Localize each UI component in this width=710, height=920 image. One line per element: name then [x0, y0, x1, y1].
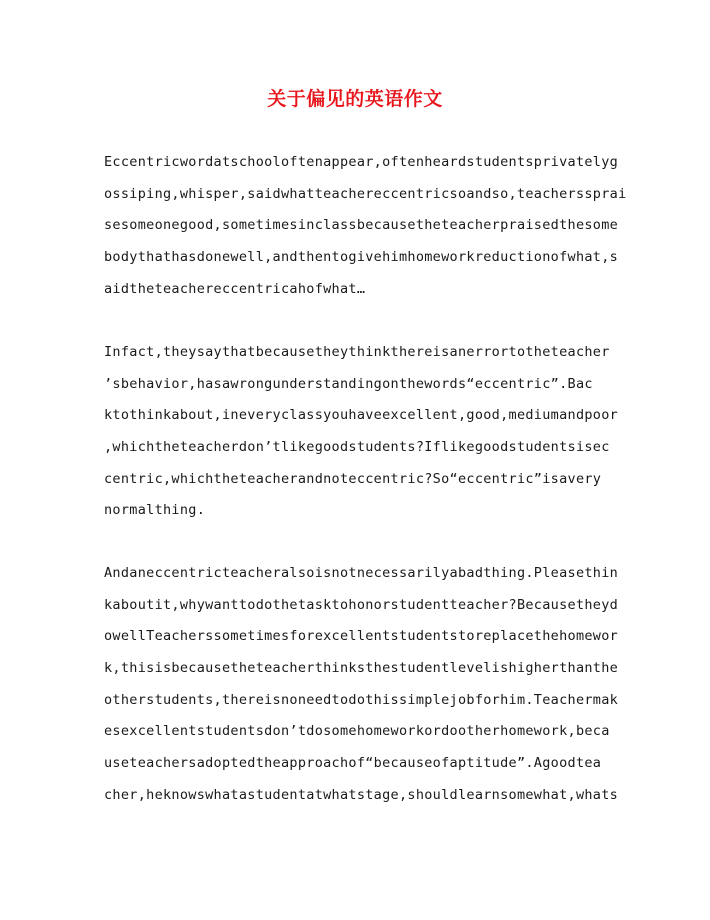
- text-line: ’sbehavior,hasawrongunderstandingonthewords“eccentric”.Bac: [104, 376, 593, 392]
- text-line: ,whichtheteacherdon’tlikegoodstudents?Iflikegoodstudentsisec: [104, 439, 610, 455]
- text-line: kaboutit,whywanttodothetasktohonorstudentteacher?Becausetheyd: [104, 597, 619, 613]
- paragraph-2: [104, 342, 619, 522]
- text-line: centric,whichtheteacherandnoteccentric?So“eccentric”isavery: [104, 471, 602, 487]
- text-line: Eccentricwordatschooloftenappear,oftenheardstudentsprivatelyg: [104, 154, 619, 170]
- text-line: cher,heknowswhatastudentatwhatstage,shouldlearnsomewhat,whats: [104, 787, 619, 803]
- text-line: otherstudents,thereisnoneedtodothissimplejobforhim.Teachermak: [104, 692, 619, 708]
- text-line: owellTeacherssometimesforexcellentstudentstoreplacethehomewor: [104, 628, 619, 644]
- text-line: esexcellentstudentsdon’tdosomehomeworkordootherhomework,beca: [104, 723, 610, 739]
- text-line: Andaneccentricteacheralsoisnotnecessarilyabadthing.Pleasethin: [104, 565, 619, 581]
- text-line: sesomeonegood,sometimesinclassbecausetheteacherpraisedthesome: [104, 217, 619, 233]
- paragraph-1: [104, 152, 627, 297]
- document-title: 关于偏见的英语作文: [267, 88, 443, 110]
- text-line: k,thisisbecausetheteacherthinksthestudentlevelishigherthanthe: [104, 660, 619, 676]
- text-line: bodythathasdonewell,andthentogivehimhomeworkreductionofwhat,s: [104, 249, 619, 265]
- text-line: normalthing.: [104, 502, 206, 518]
- text-line: ktothinkabout,ineveryclassyouhaveexcellent,good,mediumandpoor: [104, 407, 619, 423]
- text-line: ossiping,whisper,saidwhatteachereccentricsoandso,teacherssprai: [104, 186, 627, 202]
- text-line: useteachersadoptedtheapproachof“becauseofaptitude”.Agoodtea: [104, 755, 602, 771]
- text-line: aidtheteachereccentricahofwhat…: [104, 281, 366, 297]
- text-line: Infact,theysaythatbecausetheythinkthereisanerrortotheteacher: [104, 344, 610, 360]
- paragraph-3: [104, 563, 619, 813]
